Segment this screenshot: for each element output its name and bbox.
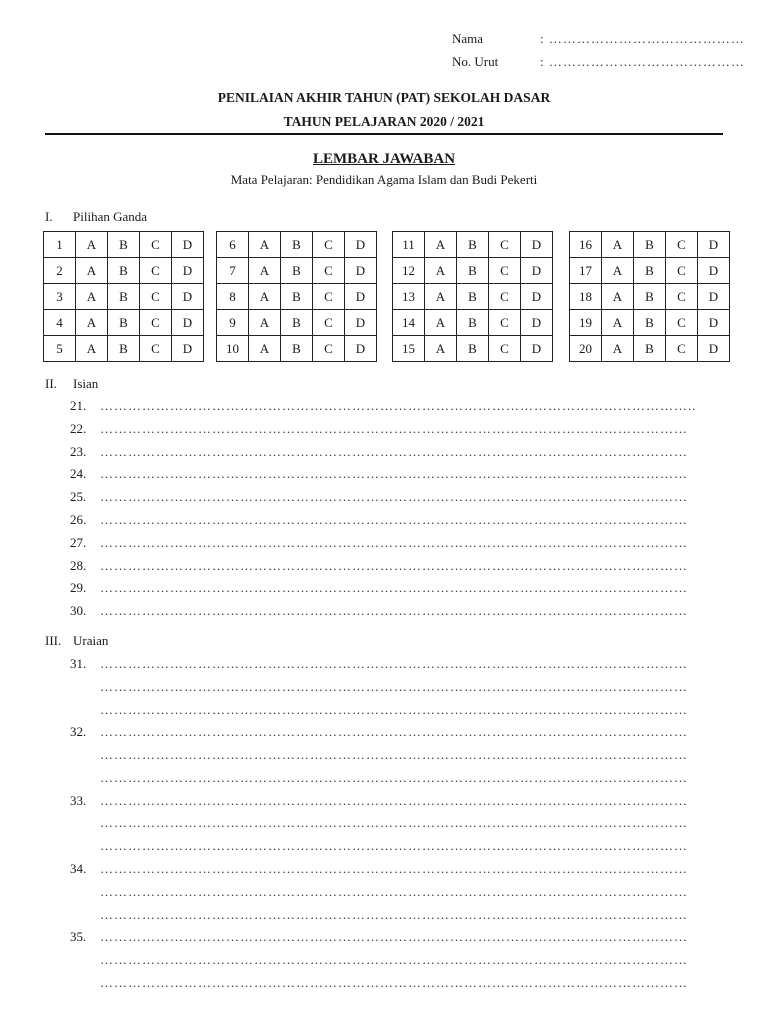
- question-number: 25.: [70, 489, 87, 505]
- essay-continuation-line: [0, 679, 768, 697]
- essay-answer-input[interactable]: ………………………………………………………………………………………………………………: [100, 906, 688, 922]
- answer-grid-2: [216, 231, 377, 362]
- answer-line: [0, 398, 768, 416]
- question-number: 19: [570, 310, 602, 336]
- name-label: Nama: [452, 31, 484, 46]
- section-title: Uraian: [73, 633, 109, 648]
- section-title: Pilihan Ganda: [73, 209, 148, 224]
- answer-row: [44, 310, 204, 336]
- answer-row: [393, 258, 553, 284]
- answer-line: [0, 535, 768, 553]
- option-d-cell[interactable]: D: [698, 232, 730, 258]
- essay-answer-input[interactable]: ………………………………………………………………………………………………………………: [100, 815, 688, 831]
- answer-input[interactable]: ………………………………………………………………………………………………………………: [100, 534, 688, 550]
- option-a-cell[interactable]: A: [425, 310, 457, 336]
- option-c-cell[interactable]: C: [140, 232, 172, 258]
- option-c-cell[interactable]: C: [489, 284, 521, 310]
- option-d-cell[interactable]: D: [345, 336, 377, 362]
- option-b-cell[interactable]: B: [457, 232, 489, 258]
- essay-answer-input[interactable]: ………………………………………………………………………………………………………………: [100, 883, 688, 899]
- question-number: 17: [570, 258, 602, 284]
- option-a-cell[interactable]: A: [249, 310, 281, 336]
- question-number: 16: [570, 232, 602, 258]
- answer-row: [570, 336, 730, 362]
- option-d-cell[interactable]: D: [172, 258, 204, 284]
- option-d-cell[interactable]: D: [345, 232, 377, 258]
- option-a-cell[interactable]: A: [76, 310, 108, 336]
- option-b-cell[interactable]: B: [634, 310, 666, 336]
- answer-line: [0, 466, 768, 484]
- question-number: 6: [217, 232, 249, 258]
- question-number: 5: [44, 336, 76, 362]
- option-a-cell[interactable]: A: [602, 310, 634, 336]
- option-b-cell[interactable]: B: [634, 336, 666, 362]
- option-b-cell[interactable]: B: [108, 232, 140, 258]
- question-number: 21.: [70, 398, 87, 413]
- answer-row: [570, 232, 730, 258]
- option-d-cell[interactable]: D: [172, 336, 204, 362]
- section-number: III.: [45, 633, 62, 648]
- option-d-cell[interactable]: D: [521, 336, 553, 362]
- option-b-cell[interactable]: B: [108, 258, 140, 284]
- order-number-input[interactable]: : ……………………………………: [540, 54, 745, 69]
- header-divider: [45, 133, 723, 135]
- question-number: 18: [570, 284, 602, 310]
- answer-row: [393, 310, 553, 336]
- question-number: 34.: [70, 860, 87, 876]
- option-d-cell[interactable]: D: [521, 258, 553, 284]
- essay-continuation-line: [0, 907, 768, 925]
- option-c-cell[interactable]: C: [666, 310, 698, 336]
- essay-continuation-line: [0, 884, 768, 902]
- option-a-cell[interactable]: A: [425, 232, 457, 258]
- question-number: 11: [393, 232, 425, 258]
- answer-row: [393, 336, 553, 362]
- option-c-cell[interactable]: C: [140, 336, 172, 362]
- answer-row: [393, 284, 553, 310]
- option-c-cell[interactable]: C: [140, 310, 172, 336]
- essay-answer-input[interactable]: ………………………………………………………………………………………………………………: [100, 656, 688, 671]
- option-b-cell[interactable]: B: [281, 258, 313, 284]
- answer-line: [0, 603, 768, 621]
- question-number: 2: [44, 258, 76, 284]
- option-c-cell[interactable]: C: [313, 336, 345, 362]
- option-a-cell[interactable]: A: [249, 336, 281, 362]
- answer-grid-1: [43, 231, 204, 362]
- question-number: 24.: [70, 466, 87, 482]
- option-c-cell[interactable]: C: [313, 258, 345, 284]
- section-number: II.: [45, 376, 57, 391]
- option-b-cell[interactable]: B: [457, 310, 489, 336]
- answer-row: [217, 310, 377, 336]
- option-c-cell[interactable]: C: [313, 310, 345, 336]
- option-b-cell[interactable]: B: [281, 310, 313, 336]
- option-d-cell[interactable]: D: [698, 336, 730, 362]
- essay-continuation-line: [0, 838, 768, 856]
- option-c-cell[interactable]: C: [313, 284, 345, 310]
- option-b-cell[interactable]: B: [108, 336, 140, 362]
- essay-continuation-line: [0, 952, 768, 970]
- option-d-cell[interactable]: D: [345, 310, 377, 336]
- answer-row: [570, 284, 730, 310]
- question-number: 29.: [70, 580, 87, 596]
- answer-row: [570, 310, 730, 336]
- name-input[interactable]: : ……………………………………: [540, 31, 745, 46]
- answer-line: [0, 421, 768, 439]
- essay-first-line: [0, 861, 768, 879]
- option-d-cell[interactable]: D: [345, 258, 377, 284]
- option-d-cell[interactable]: D: [698, 284, 730, 310]
- answer-row: [393, 232, 553, 258]
- essay-answer-input[interactable]: ………………………………………………………………………………………………………………: [100, 747, 688, 763]
- option-b-cell[interactable]: B: [108, 310, 140, 336]
- answer-line: [0, 512, 768, 530]
- question-number: 7: [217, 258, 249, 284]
- section-number: I.: [45, 209, 53, 224]
- question-number: 31.: [70, 656, 87, 671]
- question-number: 14: [393, 310, 425, 336]
- option-b-cell[interactable]: B: [457, 336, 489, 362]
- answer-row: [44, 258, 204, 284]
- option-d-cell[interactable]: D: [521, 310, 553, 336]
- answer-input[interactable]: ………………………………………………………………………………………………………………: [100, 603, 688, 619]
- question-number: 10: [217, 336, 249, 362]
- option-d-cell[interactable]: D: [521, 284, 553, 310]
- essay-answer-input[interactable]: ………………………………………………………………………………………………………………: [100, 952, 688, 967]
- answer-row: [570, 258, 730, 284]
- question-number: 28.: [70, 557, 87, 573]
- essay-answer-input[interactable]: ………………………………………………………………………………………………………………: [100, 929, 688, 945]
- exam-title: PENILAIAN AKHIR TAHUN (PAT) SEKOLAH DASAR: [217, 90, 551, 105]
- answer-input[interactable]: ………………………………………………………………………………………………………………: [100, 420, 688, 436]
- question-number: 23.: [70, 443, 87, 459]
- sheet-title: LEMBAR JAWABAN: [312, 151, 456, 167]
- option-b-cell[interactable]: B: [634, 258, 666, 284]
- question-number: 20: [570, 336, 602, 362]
- option-b-cell[interactable]: B: [634, 232, 666, 258]
- answer-line: [0, 580, 768, 598]
- option-b-cell[interactable]: B: [281, 284, 313, 310]
- answer-grid-3: [392, 231, 553, 362]
- essay-answer-input[interactable]: ………………………………………………………………………………………………………………: [100, 701, 688, 717]
- option-c-cell[interactable]: C: [489, 258, 521, 284]
- question-number: 15: [393, 336, 425, 362]
- option-b-cell[interactable]: B: [457, 284, 489, 310]
- essay-continuation-line: [0, 702, 768, 720]
- academic-year: TAHUN PELAJARAN 2020 / 2021: [283, 114, 485, 129]
- option-d-cell[interactable]: D: [345, 284, 377, 310]
- question-number: 22.: [70, 420, 87, 436]
- essay-first-line: [0, 656, 768, 674]
- option-a-cell[interactable]: A: [602, 232, 634, 258]
- question-number: 8: [217, 284, 249, 310]
- option-a-cell[interactable]: A: [249, 232, 281, 258]
- question-number: 1: [44, 232, 76, 258]
- option-a-cell[interactable]: A: [602, 284, 634, 310]
- question-number: 12: [393, 258, 425, 284]
- answer-row: [44, 232, 204, 258]
- option-a-cell[interactable]: A: [602, 336, 634, 362]
- essay-first-line: [0, 724, 768, 742]
- question-number: 32.: [70, 724, 87, 740]
- question-number: 4: [44, 310, 76, 336]
- option-a-cell[interactable]: A: [425, 284, 457, 310]
- answer-row: [217, 258, 377, 284]
- option-d-cell[interactable]: D: [172, 284, 204, 310]
- answer-input[interactable]: ………………………………………………………………………………………………………………: [100, 580, 688, 596]
- essay-answer-input[interactable]: ………………………………………………………………………………………………………………: [100, 860, 688, 876]
- option-a-cell[interactable]: A: [76, 232, 108, 258]
- answer-row: [44, 336, 204, 362]
- option-a-cell[interactable]: A: [76, 284, 108, 310]
- essay-first-line: [0, 929, 768, 947]
- answer-row: [44, 284, 204, 310]
- option-d-cell[interactable]: D: [698, 310, 730, 336]
- answer-input[interactable]: ………………………………………………………………………………………………………………: [100, 443, 688, 459]
- question-number: 13: [393, 284, 425, 310]
- subject-line: Mata Pelajaran: Pendidikan Agama Islam dan Budi Pekerti: [230, 172, 538, 187]
- option-c-cell[interactable]: C: [140, 284, 172, 310]
- option-a-cell[interactable]: A: [425, 336, 457, 362]
- answer-input[interactable]: ………………………………………………………………………………………………………………: [100, 512, 688, 527]
- question-number: 3: [44, 284, 76, 310]
- option-c-cell[interactable]: C: [489, 336, 521, 362]
- essay-continuation-line: [0, 770, 768, 788]
- answer-input[interactable]: ………………………………………………………………………………………………………………: [100, 557, 688, 573]
- question-number: 9: [217, 310, 249, 336]
- option-d-cell[interactable]: D: [698, 258, 730, 284]
- option-d-cell[interactable]: D: [521, 232, 553, 258]
- option-c-cell[interactable]: C: [666, 232, 698, 258]
- answer-line: [0, 489, 768, 507]
- essay-answer-input[interactable]: ………………………………………………………………………………………………………………: [100, 678, 688, 694]
- essay-answer-input[interactable]: ………………………………………………………………………………………………………………: [100, 838, 688, 854]
- answer-row: [217, 232, 377, 258]
- option-c-cell[interactable]: C: [666, 258, 698, 284]
- order-number-label: No. Urut: [452, 54, 499, 69]
- question-number: 33.: [70, 792, 87, 808]
- option-c-cell[interactable]: C: [666, 284, 698, 310]
- answer-input[interactable]: ………………………………………………………………………………………………………………: [100, 466, 688, 482]
- essay-answer-input[interactable]: ………………………………………………………………………………………………………………: [100, 792, 688, 808]
- option-c-cell[interactable]: C: [313, 232, 345, 258]
- option-c-cell[interactable]: C: [666, 336, 698, 362]
- option-a-cell[interactable]: A: [249, 284, 281, 310]
- option-a-cell[interactable]: A: [76, 258, 108, 284]
- option-c-cell[interactable]: C: [489, 232, 521, 258]
- option-b-cell[interactable]: B: [457, 258, 489, 284]
- answer-row: [217, 336, 377, 362]
- essay-answer-input[interactable]: ………………………………………………………………………………………………………………: [100, 724, 688, 740]
- option-c-cell[interactable]: C: [140, 258, 172, 284]
- question-number: 26.: [70, 512, 87, 527]
- essay-continuation-line: [0, 815, 768, 833]
- answer-input[interactable]: ………………………………………………………………………………………………………………..: [100, 398, 697, 413]
- question-number: 30.: [70, 603, 87, 619]
- option-a-cell[interactable]: A: [76, 336, 108, 362]
- option-b-cell[interactable]: B: [108, 284, 140, 310]
- question-number: 35.: [70, 929, 87, 945]
- essay-continuation-line: [0, 747, 768, 765]
- answer-input[interactable]: ………………………………………………………………………………………………………………: [100, 489, 688, 505]
- answer-line: [0, 444, 768, 462]
- option-d-cell[interactable]: D: [172, 232, 204, 258]
- option-a-cell[interactable]: A: [425, 258, 457, 284]
- essay-first-line: [0, 793, 768, 811]
- essay-continuation-line: [0, 975, 768, 993]
- option-a-cell[interactable]: A: [602, 258, 634, 284]
- essay-answer-input[interactable]: ………………………………………………………………………………………………………………: [100, 769, 688, 785]
- option-b-cell[interactable]: B: [281, 336, 313, 362]
- question-number: 27.: [70, 534, 87, 550]
- option-d-cell[interactable]: D: [172, 310, 204, 336]
- answer-row: [217, 284, 377, 310]
- option-a-cell[interactable]: A: [249, 258, 281, 284]
- option-b-cell[interactable]: B: [634, 284, 666, 310]
- answer-grid-4: [569, 231, 730, 362]
- essay-answer-input[interactable]: ………………………………………………………………………………………………………………: [100, 974, 688, 990]
- option-c-cell[interactable]: C: [489, 310, 521, 336]
- section-title: Isian: [73, 376, 99, 391]
- option-b-cell[interactable]: B: [281, 232, 313, 258]
- answer-line: [0, 558, 768, 576]
